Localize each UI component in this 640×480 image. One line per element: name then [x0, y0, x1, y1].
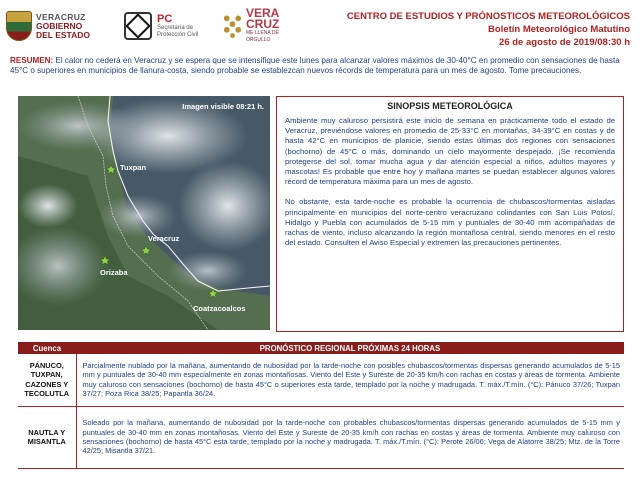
- satellite-map-graphic: [18, 96, 270, 330]
- region-forecast: Parcialmente nublado por la mañana, aumentando de nubosidad por la tarde-noche con posibles chubascos/tormentas dispersas generando acumulados de 5-15 mm y puntuales de 30-40 mm especialmente en zonas montañosas. Viento del Este y Sureste de 20-35 km/h con rachas en costas y áreas de tormenta. Ambiente muy caluroso con sensaciones (bochorno) de hasta 45°C o superiores esta tarde, templado por la noche y madrugada. T. máx./T.mín. (°C): Pánuco 37/26; Tuxpan 37/27; Poza Rica 38/25; Papantla 36/24.: [76, 354, 624, 406]
- region-name: PÁNUCO, TUXPAN, CAZONES Y TECOLUTLA: [18, 354, 76, 406]
- column-header-region: Cuenca: [18, 342, 76, 354]
- logo-veracruz-line3: DEL ESTADO: [36, 29, 90, 40]
- bulletin-date: 26 de agosto de 2019/08:30 h: [499, 37, 630, 48]
- logo-vc-line1: VERA: [246, 6, 280, 20]
- flower-pattern-icon: [222, 13, 243, 39]
- bulletin-subtitle: Boletín Meteorológico Matutino: [488, 24, 630, 35]
- synopsis-paragraph-2: No obstante, esta tarde-noche es probable la ocurrencia de chubascos/tormentas aisladas principalmente en municipios del norte-centro veracruzano colindantes con San Luis Potosí, Hidalgo y Puebla con acumulados de 5-15 mm y puntuales de 30-40 mm acompañadas de rachas de viento, incluso alcanzando la región montañosa central, siendo menores en el resto del estado. Consulten el Aviso Especial y extremen las precauciones pertinentes.: [285, 197, 615, 248]
- synopsis-title: SINOPSIS METEOROLÓGICA: [387, 101, 513, 111]
- column-header-forecast: PRONÓSTICO REGIONAL PRÓXIMAS 24 HORAS: [76, 342, 624, 354]
- summary-text: El calor no cederá en Veracruz y se espera que se intensifique este lunes para alcanzar valores máximos de 30-40°C en promedio con sensaciones de hasta 45°C o superiores en municipios de llanura-costa, siendo probable se establezcan nuevos récords de temperatura para un mes de agosto. Tome precauciones.: [10, 56, 620, 75]
- center-title: CENTRO DE ESTUDIOS Y PRÓNOSTICOS METEOROLÓGICOS: [346, 11, 630, 22]
- veracruz-orgullo-logo: [222, 8, 302, 44]
- synopsis-paragraph-1: Ambiente muy caluroso persistirá este inicio de semana en prácticamente todo el estado de Veracruz, previéndose valores en promedio de 25-33°C en montañas, 34-39°C en costas y de hasta 42°C en municipios de planicie, siendo estas últimas dos regiones con sensaciones (bochorno) de 45°C o más, dominando un cielo mayormente despejado. ¡Se recomienda protegerse del sol, tomar mucha agua y dar atención especial a niños, adultos mayores y mascotas! Es probable que entre hoy y mañana martes se puedan establecer algunos valores récord de temperatura máxima para un mes de agosto.: [285, 116, 615, 187]
- city-label-tuxpan: Tuxpan: [120, 163, 147, 172]
- logo-pc-abbr: PC: [157, 12, 173, 25]
- header: [0, 0, 640, 52]
- synopsis-box: [276, 96, 624, 332]
- logo-veracruz-line2: GOBIERNO: [36, 20, 83, 31]
- logo-vc-tagline: ME LLENA DE ORGULLO: [246, 30, 279, 43]
- regional-forecast-table: [18, 342, 624, 469]
- veracruz-government-logo: [6, 8, 118, 44]
- table-header-row: [18, 342, 624, 354]
- coat-of-arms-icon: [6, 11, 32, 41]
- summary-label: RESUMEN:: [10, 56, 54, 65]
- logo-vc-line2: CRUZ: [246, 17, 280, 31]
- city-label-orizaba: Orizaba: [100, 268, 128, 277]
- region-forecast: Soleado por la mañana, aumentando de nubosidad por la tarde-noche con probables chubascos/tormentas dispersas generando acumulados de 5-15 mm y puntuales de 30-40 mm en zonas montañosas. Viento del Este y Sureste de 20-35 km/h con rachas en costas y áreas de tormenta. Ambiente muy caluroso con sensaciones (bochorno) de hasta 45°C esta tarde, templado por la noche y madrugada. T. máx./T.mín. (°C): Perote 26/06; Vega de Alatorre 38/25; Mtz. de la Torre 42/25; Misantla 37/21.: [76, 406, 624, 468]
- city-label-coatzacoalcos: Coatzacoalcos: [193, 304, 246, 313]
- region-name: NAUTLA Y MISANTLA: [18, 406, 76, 468]
- table-row: [18, 406, 624, 468]
- table-row: [18, 354, 624, 406]
- logo-veracruz-line1: VERACRUZ: [36, 11, 86, 22]
- logo-pc-line2: Protección Civil: [157, 31, 199, 38]
- city-label-veracruz: Veracruz: [148, 234, 180, 243]
- proteccion-civil-icon: [124, 12, 152, 40]
- image-caption: Imagen visible 08:21 h.: [182, 102, 264, 111]
- proteccion-civil-logo: [124, 8, 216, 44]
- satellite-image: [18, 96, 270, 330]
- bulletin-titles: [347, 10, 630, 49]
- summary: [10, 56, 630, 76]
- logo-pc-line1: Secretaría de: [157, 24, 194, 31]
